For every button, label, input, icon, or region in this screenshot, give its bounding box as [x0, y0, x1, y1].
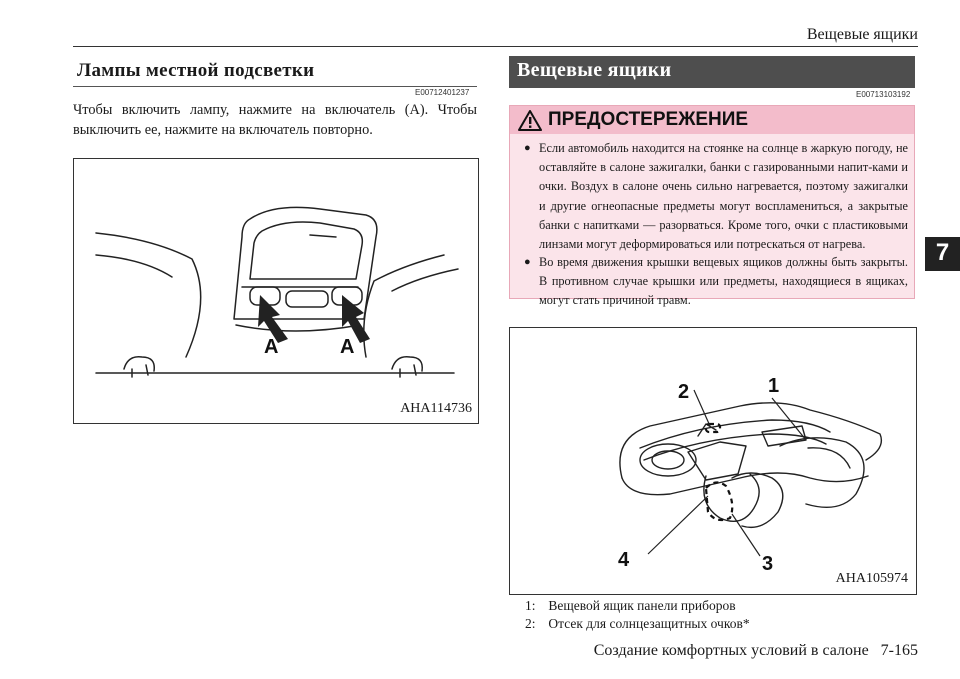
figure-label: AHA114736	[400, 401, 472, 416]
warning-item	[524, 253, 908, 311]
warning-item	[524, 139, 908, 254]
page-footer: Создание комфортных условий в салоне 7-165	[593, 642, 918, 659]
section-heading-storage	[509, 56, 915, 88]
bullet-icon: ●	[524, 142, 531, 154]
header-rule	[73, 46, 918, 47]
warning-item-text: Если автомобиль находится на стоянке на солнце в жаркую погоду, не оставляйте в салоне зажигалки, банки с газированными напит-ками и очки. Воздух в салоне очень сильно нагревается, поэтому зажигалки и другие огнеопасные предметы могут воспламениться, а закрытые банки с напитками — разорваться. Кроме того, очки с пластиковыми линзами могут деформироваться или потрескаться от нагрева.	[539, 141, 908, 252]
section-code: E00712401237	[415, 88, 470, 97]
running-header: Вещевые ящики	[806, 26, 918, 43]
section-code: E00713103192	[856, 90, 911, 99]
bullet-icon: ●	[524, 256, 531, 268]
legend-text: Отсек для солнцезащитных очков*	[548, 616, 750, 631]
callout-3: 3	[762, 553, 774, 575]
figure-label: AHA105974	[835, 571, 908, 586]
chapter-tab	[925, 237, 960, 271]
legend-item	[525, 616, 750, 632]
warning-title: ПРЕДОСТЕРЕЖЕНИЕ	[548, 109, 749, 130]
section-heading-text: Лампы местной подсветки	[77, 60, 315, 81]
section-heading-text: Вещевые ящики	[517, 59, 672, 81]
callout-a-right: A	[340, 336, 355, 358]
callout-2: 2	[678, 381, 690, 403]
warning-header	[510, 106, 914, 134]
map-lamp-illustration	[74, 159, 478, 423]
callout-a-left: A	[264, 336, 279, 358]
legend-number: 2:	[525, 616, 536, 631]
legend-text: Вещевой ящик панели приборов	[548, 598, 736, 613]
warning-triangle-icon	[518, 109, 542, 131]
legend-item	[525, 598, 736, 614]
callout-1: 1	[768, 375, 780, 397]
chapter-number: 7	[935, 239, 950, 266]
section-heading-lamps	[73, 56, 477, 87]
lamp-instructions: Чтобы включить лампу, нажмите на включатель (A). Чтобы выключить ее, нажмите на включатель повторно.	[73, 102, 477, 138]
cabin-illustration	[510, 328, 916, 594]
figure-map-lamp	[73, 158, 479, 424]
legend-number: 1:	[525, 598, 536, 613]
callout-4: 4	[618, 549, 630, 571]
figure-storage-boxes	[509, 327, 917, 595]
warning-item-text: Во время движения крышки вещевых ящиков должны быть закрыты. В противном случае крышки или предметы, находящиеся в ящиках, могут стать причиной травм.	[539, 255, 908, 308]
warning-box	[509, 105, 915, 308]
